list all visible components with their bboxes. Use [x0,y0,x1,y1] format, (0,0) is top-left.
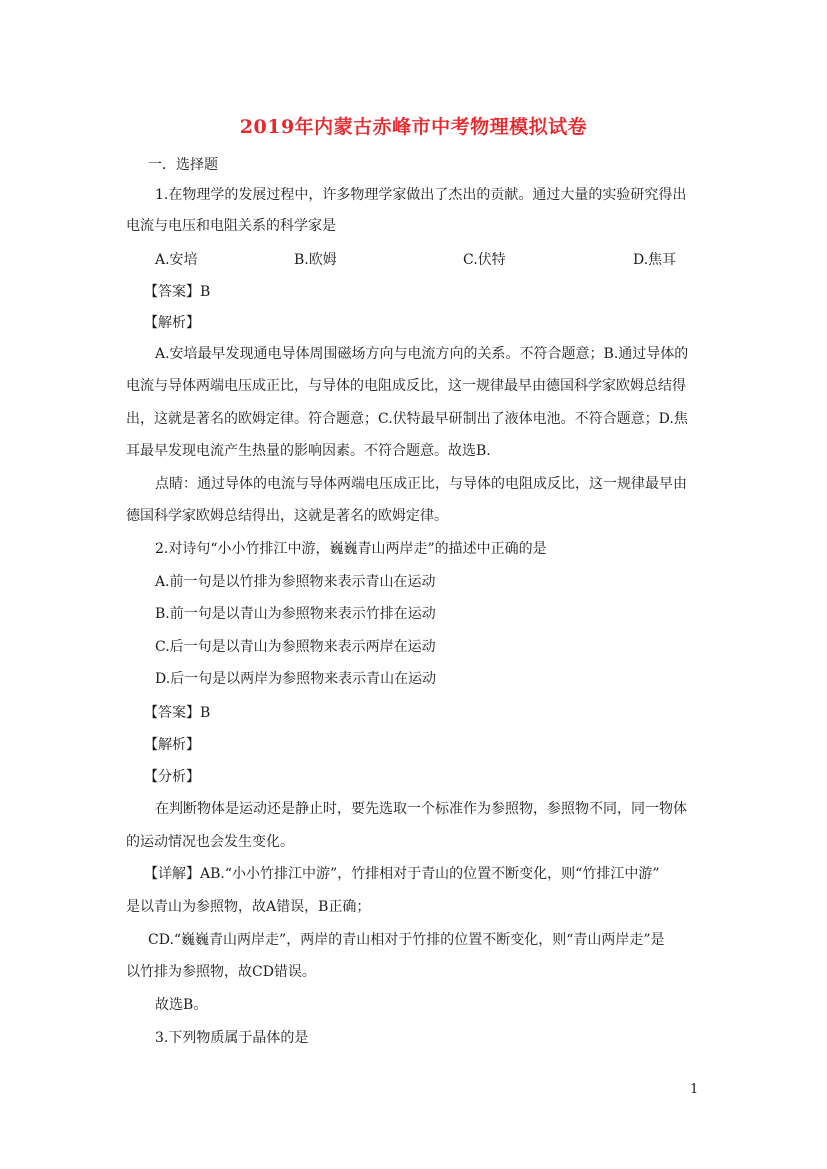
q2-answer: 【答案】B [144,705,211,721]
page-number: 1 [690,1082,699,1097]
page-title: 2019年内蒙古赤峰市中考物理模拟试卷 [239,116,588,138]
q2-fenxi-label: 【分析】 [144,769,200,785]
q3-stem: 3.下列物质属于晶体的是 [155,1030,309,1046]
q1-stem-line1: 1.在物理学的发展过程中，许多物理学家做出了杰出的贡献。通过大量的实验研究得出 [155,187,687,203]
q2-analysis-label: 【解析】 [144,737,200,753]
q1-option-a: A.安培 [155,252,198,268]
q1-tip-line1: 点睛：通过导体的电流与导体两端电压成正比，与导体的电阻成反比，这一规律最早由 [155,476,687,492]
section-heading: 一．选择题 [148,157,218,173]
q2-detail-line1: 【详解】AB.“小小竹排江中游”，竹排相对于青山的位置不断变化，则“竹排江中游” [144,866,660,882]
q2-detail-line3: CD.“巍巍青山两岸走”，两岸的青山相对于竹排的位置不断变化，则“青山两岸走”是 [148,932,665,948]
q1-explanation-line4: 耳最早发现电流产生热量的影响因素。不符合题意。故选B. [126,443,491,459]
q1-answer: 【答案】B [144,284,211,300]
q1-explanation-line3: 出，这就是著名的欧姆定律。符合题意；C.伏特最早研制出了液体电池。不符合题意；D.焦 [126,411,688,427]
q2-option-b: B.前一句是以青山为参照物来表示竹排在运动 [155,606,436,622]
q1-analysis-label: 【解析】 [144,315,200,331]
q1-tip-line2: 德国科学家欧姆总结得出，这就是著名的欧姆定律。 [126,508,448,524]
q1-option-d: D.焦耳 [633,252,677,268]
q2-detail-line4: 以竹排为参照物，故CD错误。 [126,964,316,980]
q2-option-d: D.后一句是以两岸为参照物来表示青山在运动 [155,671,437,687]
q2-conclusion: 故选B。 [155,997,208,1013]
q1-option-c: C.伏特 [463,252,506,268]
q2-fenxi-line2: 的运动情况也会发生变化。 [126,834,294,850]
q1-stem-line2: 电流与电压和电阻关系的科学家是 [126,218,336,234]
q2-option-c: C.后一句是以青山为参照物来表示两岸在运动 [155,639,436,655]
q2-stem: 2.对诗句“小小竹排江中游，巍巍青山两岸走”的描述中正确的是 [155,541,547,557]
q2-detail-line2: 是以青山为参照物，故A错误，B正确； [126,899,371,915]
q1-explanation-line1: A.安培最早发现通电导体周围磁场方向与电流方向的关系。不符合题意；B.通过导体的 [155,346,689,362]
q2-fenxi-line1: 在判断物体是运动还是静止时，要先选取一个标准作为参照物，参照物不同，同一物体 [155,801,687,817]
q1-explanation-line2: 电流与导体两端电压成正比，与导体的电阻成反比，这一规律最早由德国科学家欧姆总结得 [126,378,686,394]
q1-option-b: B.欧姆 [294,252,337,268]
q2-option-a: A.前一句是以竹排为参照物来表示青山在运动 [155,574,436,590]
